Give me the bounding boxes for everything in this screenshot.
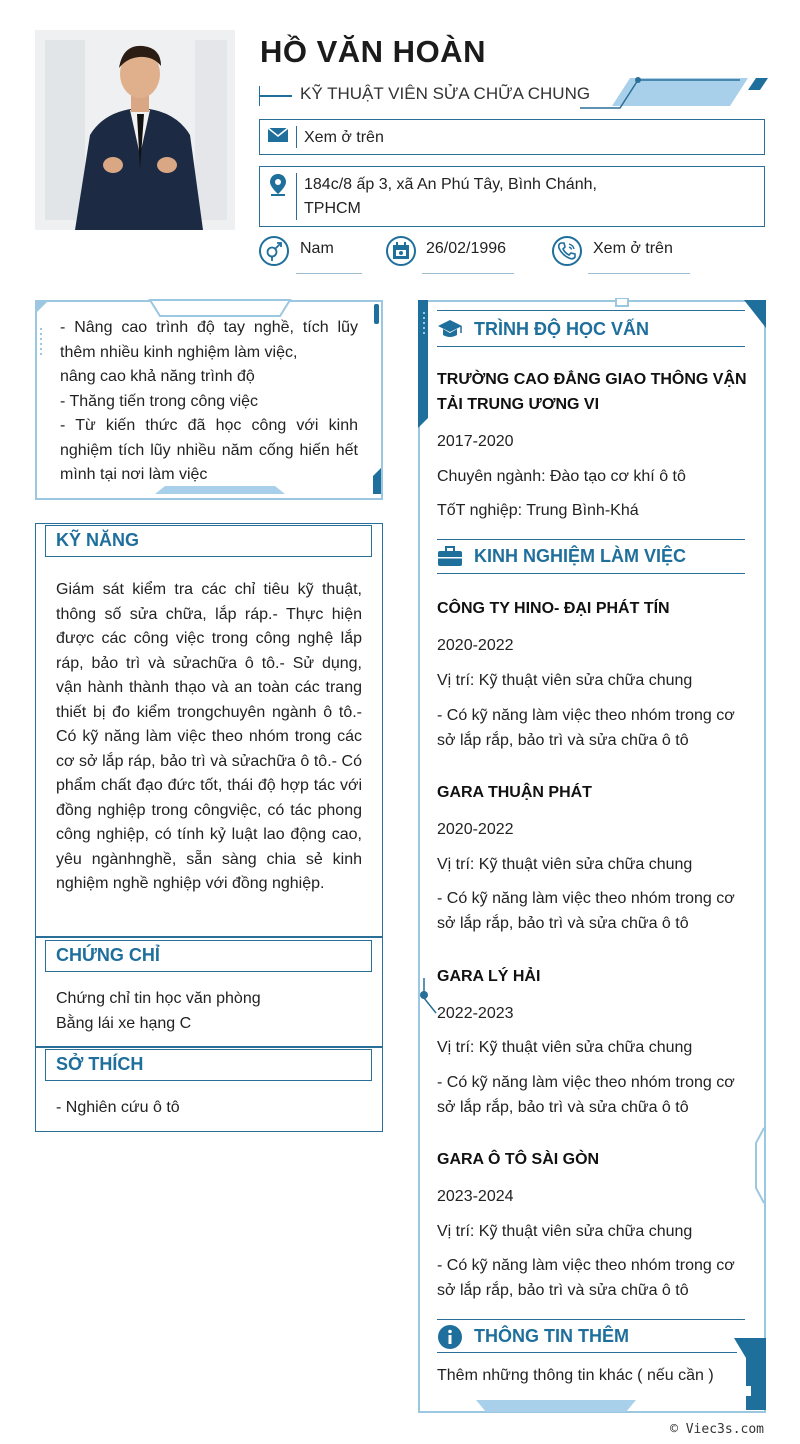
phone-value: Xem ở trên bbox=[593, 240, 673, 257]
job-company: GARA Ô TÔ SÀI GÒN bbox=[437, 1151, 600, 1168]
certificate-item: Bằng lái xe hạng C bbox=[56, 1014, 192, 1032]
circuit-decoration bbox=[580, 72, 775, 112]
certificate-item: Chứng chỉ tin học văn phòng bbox=[56, 990, 261, 1007]
calendar-icon bbox=[386, 236, 416, 266]
gender-value: Nam bbox=[300, 240, 334, 257]
email-box bbox=[259, 119, 765, 155]
job-description: - Có kỹ năng làm việc theo nhóm trong cơ sở lắp rắp, bảo trì và sửa chữa ô tô bbox=[437, 1257, 735, 1299]
job-company: GARA THUẬN PHÁT bbox=[437, 784, 592, 801]
birthday-value: 26/02/1996 bbox=[426, 240, 507, 257]
profile-photo bbox=[35, 30, 235, 230]
person-photo-icon bbox=[35, 30, 235, 230]
objective-line: nâng cao khả năng trình độ bbox=[60, 368, 255, 385]
hobbies-heading: SỞ THÍCH bbox=[45, 1049, 372, 1081]
extra-text: Thêm những thông tin khác ( nếu cần ) bbox=[437, 1367, 714, 1384]
skills-text: Giám sát kiểm tra các chỉ tiêu kỹ thuật, thông số sửa chữa, lắp ráp.- Thực hiện được các công việc trong công nghệ lắp ráp, bảo trì và sửachữa ô tô.- Sử dụng, vận hành thành thạo và an toàn các trang thiết bị đo kiểm trongchuyên ngành ô tô.- Có kỹ năng làm việc theo nhóm trong các cơ sở lắp ráp, bảo trì và sửachữa ô tô.- Có phẩm chất đạo đức tốt, thái độ hợp tác với đồng nghiệp trong côngviệc, có tác phong công nghiệp, có tính kỷ luật lao động cao, yêu ngànhnghề, sẵn sàng chia sẻ kinh nghiệm nghề nghiệp với đồng nghiệp. bbox=[56, 581, 362, 892]
certificates-heading: CHỨNG CHỈ bbox=[45, 940, 372, 972]
job-position: Vị trí: Kỹ thuật viên sửa chữa chung bbox=[437, 1223, 693, 1240]
job-description: - Có kỹ năng làm việc theo nhóm trong cơ sở lắp rắp, bảo trì và sửa chữa ô tô bbox=[437, 890, 735, 932]
objective-line: - Thăng tiến trong công việc bbox=[60, 392, 259, 410]
footer-credit: © Viec3s.com bbox=[670, 1422, 764, 1437]
candidate-name: HỒ VĂN HOÀN bbox=[260, 34, 486, 69]
gender-underline bbox=[296, 273, 362, 274]
experience-top-rule bbox=[437, 539, 745, 540]
address-box bbox=[259, 166, 765, 227]
address-value: 184c/8 ấp 3, xã An Phú Tây, Bình Chánh, TPHCM bbox=[304, 176, 597, 217]
education-years: 2017-2020 bbox=[437, 433, 514, 450]
email-value: Xem ở trên bbox=[304, 129, 384, 146]
job-years: 2022-2023 bbox=[437, 1005, 514, 1022]
hobby-item: - Nghiên cứu ô tô bbox=[56, 1099, 180, 1116]
education-top-rule bbox=[437, 310, 745, 311]
objective-line: - Nâng cao trình độ tay nghề, tích lũy thêm nhiều kinh nghiệm làm việc, bbox=[60, 319, 358, 361]
job-years: 2020-2022 bbox=[437, 821, 514, 838]
birthday-underline bbox=[422, 273, 514, 274]
objective-line: - Từ kiến thức đã học công với kinh nghiệm tích lũy nhiều năm cống hiến hết mình tại nơi làm việc bbox=[60, 417, 358, 483]
gender-icon bbox=[259, 236, 289, 266]
phone-icon bbox=[552, 236, 582, 266]
briefcase-icon bbox=[437, 545, 463, 567]
job-description: - Có kỹ năng làm việc theo nhóm trong cơ sở lắp rắp, bảo trì và sửa chữa ô tô bbox=[437, 707, 735, 749]
education-major: Chuyên ngành: Đào tạo cơ khí ô tô bbox=[437, 468, 686, 485]
phone-underline bbox=[588, 273, 690, 274]
objective-text bbox=[60, 316, 358, 488]
education-rule bbox=[437, 346, 745, 347]
education-heading: TRÌNH ĐỘ HỌC VẤN bbox=[474, 319, 649, 339]
school-name: TRƯỜNG CAO ĐẲNG GIAO THÔNG VẬN TẢI TRUNG ƯƠNG VI bbox=[437, 371, 747, 413]
location-pin-icon bbox=[268, 173, 288, 197]
extra-heading: THÔNG TIN THÊM bbox=[474, 1326, 629, 1346]
job-company: CÔNG TY HINO- ĐẠI PHÁT TÍN bbox=[437, 600, 670, 617]
job-position: Vị trí: Kỹ thuật viên sửa chữa chung bbox=[437, 672, 693, 689]
envelope-icon bbox=[267, 126, 289, 144]
education-grade: TốT nghiệp: Trung Bình-Khá bbox=[437, 502, 639, 519]
extra-top-rule bbox=[437, 1319, 745, 1320]
skills-heading: KỸ NĂNG bbox=[45, 525, 372, 557]
job-position: Vị trí: Kỹ thuật viên sửa chữa chung bbox=[437, 1039, 693, 1056]
job-company: GARA LÝ HẢI bbox=[437, 968, 541, 985]
job-position: Vị trí: Kỹ thuật viên sửa chữa chung bbox=[437, 856, 693, 873]
job-years: 2023-2024 bbox=[437, 1188, 514, 1205]
experience-rule bbox=[437, 573, 745, 574]
experience-heading: KINH NGHIỆM LÀM VIỆC bbox=[474, 546, 687, 566]
extra-rule bbox=[437, 1352, 737, 1353]
certificates-list bbox=[56, 987, 362, 1036]
job-title: KỸ THUẬT VIÊN SỬA CHỮA CHUNG bbox=[300, 84, 591, 103]
graduation-cap-icon bbox=[437, 318, 463, 340]
job-years: 2020-2022 bbox=[437, 637, 514, 654]
info-icon bbox=[437, 1324, 463, 1350]
job-description: - Có kỹ năng làm việc theo nhóm trong cơ sở lắp rắp, bảo trì và sửa chữa ô tô bbox=[437, 1074, 735, 1116]
